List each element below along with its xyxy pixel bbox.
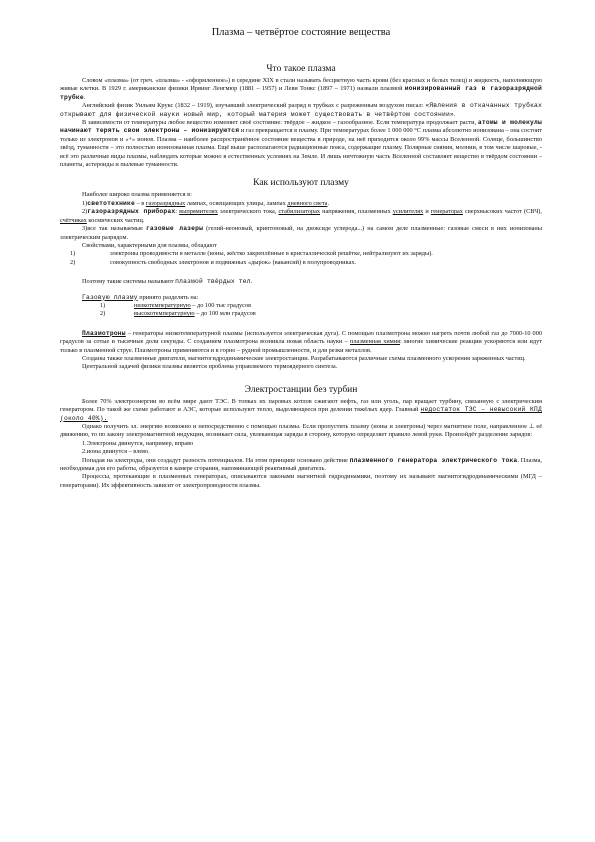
emphasis-tpp-efficiency: недостаток ТЭС – невысокий КПД (около 40%). [60,406,542,422]
paragraph-properties: Свойствами, характерными для плазмы, обладают [82,241,217,249]
text-span: (гелий-неоновый, криптоновый, на диоксиде углерода...) на самом деле плазменные: газовые смеси в них ионизованы электрическим разрядом. [60,225,542,241]
emphasis-gas-devices: газоразрядных приборах [87,208,176,216]
text-span: Английский физик Уильям Крукс (1832 – 1919), изучавший электрический разряд в трубках с разреженным воздухом писал: [82,102,426,110]
text-span: космических частиц. [86,216,145,224]
emphasis-gas-lasers: газовые лазеры [145,225,204,233]
list-item-high-temp [60,310,542,318]
list-item-devices [60,208,542,225]
paragraph-uses-intro: Наиболее широко плазма применяется в: [82,191,192,199]
list-item-lasers [60,225,542,242]
list-item-low-temp [60,302,542,310]
text-span: – до 100 млн градусов [194,310,256,318]
paragraph-engines: Созданы также плазменные двигатели, магнитогидродинамические электростанции. Разрабатываются различные схемы плазменного ускорения заряженных частиц. [82,354,526,362]
text-span: лампах, освещающих улицы, лампах [185,199,288,207]
paragraph-states-of-matter [60,119,542,169]
link-daylight[interactable]: дневного света [287,199,328,207]
emphasis-plasmatrons: Плазмотроны [82,329,126,337]
list-marker: 2) [100,310,106,318]
list-marker: 2) [70,258,76,266]
emphasis-ionized-gas: ионизированный газ в газоразрядной трубке [60,85,542,101]
text-span: и газ превращается в плазму. При температурах более 1 000 000 °С плазма абсолютно ионизована – она состоит только из электронов и «+» ионов. Плазма – наиболее распространённое состояние вещества в природе, на неё приходится около 99% массы Вселенной. Солнце, большинство звёзд, туманности – это полностью ионизованная плазма. Ещё выше располагаются радиационные пояса, содержащие плазму. Полярные сияния, молнии, в том числе шаровые, - всё это различные виды плазмы, наблюдать которые можно в естественных условиях на Земле. И лишь ничтожную часть Вселенной составляет вещество в твёрдом состоянии – планеты, астероиды и пылевые туманности. [60,127,543,169]
list-item-electrons: 1.Электроны двинутся, например, вправо [82,439,194,447]
text-span: электрического тока, [217,208,279,216]
spacer [60,319,542,330]
text-span: В зависимости от температуры любое вещество изменяет своё состояние: твёрдое – жидкое – газообразное. Если температура продолжает расти, [82,119,478,127]
link-generators[interactable]: генераторах [430,208,463,216]
link-low-temperature[interactable]: низкотемпературную [134,301,191,309]
text-span: напряжения, плазменных [320,208,393,216]
list-marker: 1) [82,199,88,207]
paragraph-mhd: Процессы, протекающие в плазменных генераторах, описываются законами магнитной гидродинамики, поэтому их называют магнитогидродинамическими (МГД – генераторами). Их эффективность зависит от электропроводности плазмы. [60,473,542,489]
text-span: – генераторы низкотемпературной плазмы (используется электрическая дуга). С помощью плазмотрона можно нагреть почти любой газ до 7000-10 000 градусов за сотые и тысячные доли секунды. С созданием плазмотрона возникла новая область науки – [60,329,542,346]
quote-crookes: «Явления в откачанных трубках открывают для физической науки новый мир, который материя может существовать в четвёртом состоянии» [60,102,543,118]
text-span: Словом «плазма» (от греч. «плазма» - «оформленное») в середине XIX в стали называть бесцветную часть крови (без красных и белых телец) и жидкость, наполняющую живые клетки. В 1929 г. американские физики Ирвинг Ленгмюр (1881 – 1957) и Леви Тонкс (1897 – 1971) назвали плазмой [60,77,542,93]
document-page [60,26,542,490]
paragraph-gas-plasma [60,294,542,302]
text-span: и [423,208,431,216]
text-span: Более 70% электроэнергии во всём мире дают ТЭС. В топках их паровых котлов сжигают нефть, газ или уголь, пар вращает турбину, связанную с электрическим генератором. По такой же схеме работают и АЭС, которые используют тепло, выделяющееся при делении тяжёлых ядер. Главный [60,397,542,414]
spacer [60,267,542,278]
text-span: : [175,208,180,216]
text-span: . [327,199,330,207]
link-gas-discharge[interactable]: газоразрядных [145,199,186,207]
emphasis-lighting: светотехнике [87,199,135,207]
paragraph-fusion: Центральной задачей физики плазмы является проблема управляемого термоядерного синтеза. [82,363,338,371]
list-item-semiconductors [60,259,542,267]
section-heading-uses: Как используют плазму [253,178,349,189]
list-marker: 1) [70,250,76,258]
emphasis-gas-plasma: Газовую плазму [82,293,138,301]
list-item-ions: 2.ионы двинутся – влево. [82,448,150,456]
section-heading-what-is-plasma: Что такое плазма [266,64,336,74]
text-span: : многие химические реакции ускоряются или идут только в плазменной струе. Плазмотроны применяются и в горно – рудной промышленности, и для резки металлов. [60,338,543,354]
link-rectifiers[interactable]: выпрямителях [179,208,218,216]
text-span: Поэтому такие системы называют [82,278,176,286]
spacer [60,287,542,294]
text-span: сверхвысоких частот (СВЧ), [462,208,542,216]
list-text: совокупность свободных электронов и подвижных «дырок» (вакансий) в полупроводниках. [110,258,356,266]
list-text: электроны проводимости в металле (ионы, жёстко закреплённые в кристаллической решётке, нейтрализуют их заряды). [110,250,433,258]
text-span: . Плазма, необходимая для его работы, образуется в камере сгорания, напоминающей реактивный двигатель. [60,456,542,473]
text-span: . [453,110,456,118]
list-marker: 2) [82,208,88,216]
link-high-temperature[interactable]: высокотемпературную [134,310,195,318]
paragraph-crookes [60,102,542,119]
link-counters[interactable]: счётчиках [60,216,87,224]
text-span: 3)все так называемые [82,225,146,233]
section-heading-power-plants: Электростанции без турбин [244,384,358,395]
paragraph-solid-plasma [60,278,542,286]
text-span: принято разделять на: [137,293,199,301]
paragraph-plasma-origin [60,77,542,102]
text-span: . [250,278,253,286]
paragraph-plasmatrons [60,330,542,355]
link-amplifiers[interactable]: усилителях [392,208,424,216]
page-title: Плазма – четвёртое состояние вещества [211,27,391,38]
link-stabilizers[interactable]: стабилизаторах [278,208,321,216]
list-item-conduction-electrons [60,250,542,258]
emphasis-ionization: атомы и молекулы начинают терять свои электроны – ионизируются [60,119,542,135]
paragraph-plasma-generator [60,457,542,474]
text-span: – в [135,199,146,207]
paragraph-direct-energy: Однако получить эл. энергию возможно и непосредственно с помощью плазмы. Если пропустить плазму (ионы и электроны) через магнитное поле, направленное ⊥ её движению, то по закону электромагнитной индукции, возникает сила, увлекающая заряды в сторону, которую определяет правило левой руки. Произойдёт разделение зарядов: [60,423,542,439]
emphasis-solid-plasma: плазмой твёрдых тел [175,278,251,286]
list-marker: 1) [100,301,106,309]
text-span: – до 100 тыс градусов [190,301,252,309]
paragraph-tpp [60,398,542,423]
text-span: . [83,93,86,101]
link-plasma-chemistry[interactable]: плазменная химия [350,338,400,346]
emphasis-plasma-generator: плазменного генератора электрического тока [349,456,518,464]
text-span: Попадая на электроды, они создадут разность потенциалов. На этом принципе основано действие [82,456,350,464]
